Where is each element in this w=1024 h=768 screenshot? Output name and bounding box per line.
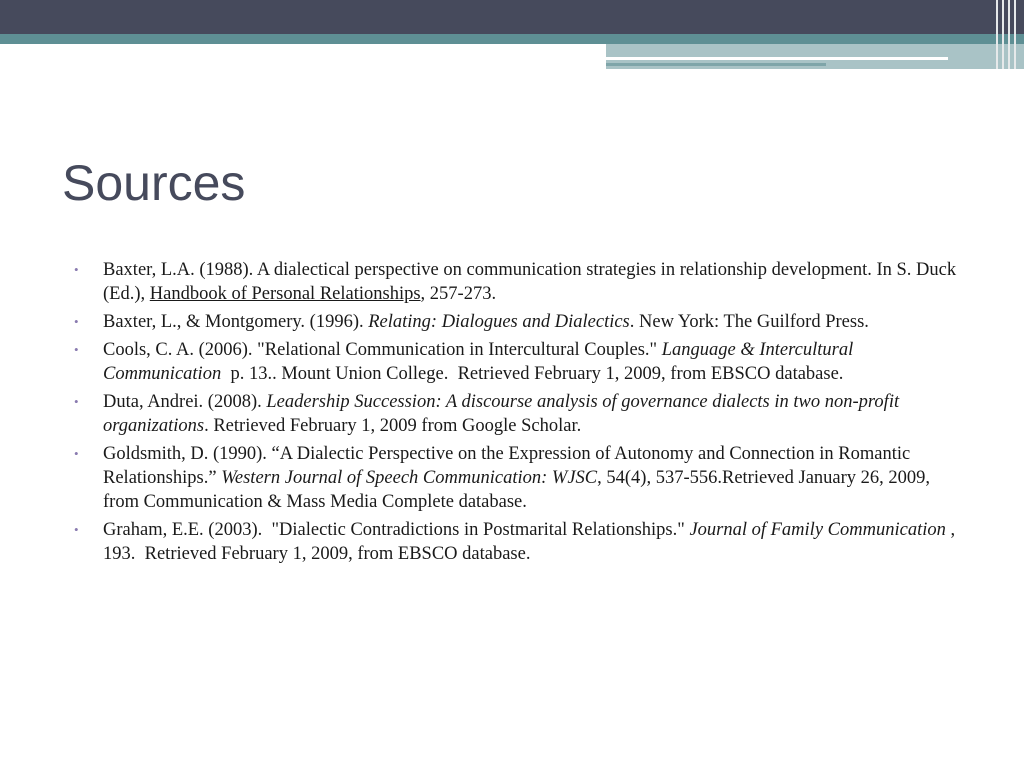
bullet-icon: • <box>74 262 79 277</box>
reference-item <box>74 338 964 386</box>
header-teal-stripe <box>0 34 1024 44</box>
header-white-gap <box>0 44 606 50</box>
reference-text: Baxter, L.A. (1988). A dialectical perspective on communication strategies in relationship development. In S. Duck (Ed.), <box>103 260 957 304</box>
header-vertical-line <box>996 0 998 69</box>
bullet-icon: • <box>74 446 79 461</box>
reference-item <box>74 442 964 514</box>
bullet-icon: • <box>74 314 79 329</box>
reference-text: . Retrieved February 1, 2009 from Google Scholar. <box>204 416 582 436</box>
bullet-icon: • <box>74 394 79 409</box>
header-right-white-line <box>606 57 948 60</box>
header-vertical-line <box>1014 0 1016 69</box>
reference-item <box>74 390 964 438</box>
reference-work-title: Language & Intercultural Communication <box>103 340 854 384</box>
bullet-icon: • <box>74 522 79 537</box>
reference-text: , 193. Retrieved February 1, 2009, from EBSCO database. <box>103 520 960 564</box>
header-dark-band <box>0 0 1024 34</box>
reference-work-title: Relating: Dialogues and Dialectics <box>368 312 630 332</box>
reference-item <box>74 258 964 306</box>
reference-book-title: Handbook of Personal Relationships <box>149 284 421 304</box>
reference-text: Cools, C. A. (2006). "Relational Communication in Intercultural Couples." <box>103 340 662 360</box>
reference-text: p. 13.. Mount Union College. Retrieved February 1, 2009, from EBSCO database. <box>221 364 844 384</box>
reference-list <box>74 258 964 570</box>
reference-work-title: Leadership Succession: A discourse analysis of governance dialects in two non-profit organizations <box>103 392 900 436</box>
reference-item <box>74 310 964 334</box>
reference-text: Graham, E.E. (2003). "Dialectic Contradictions in Postmarital Relationships." <box>103 520 690 540</box>
reference-text: , 54(4), 537-556.Retrieved January 26, 2009, from Communication & Mass Media Complete database. <box>103 468 931 512</box>
reference-text: . New York: The Guilford Press. <box>629 312 869 332</box>
reference-text: , 257-273. <box>420 284 497 304</box>
reference-work-title: Western Journal of Speech Communication: WJSC <box>221 468 598 488</box>
reference-text: Baxter, L., & Montgomery. (1996). <box>103 312 369 332</box>
reference-item <box>74 518 964 566</box>
reference-work-title: Journal of Family Communication <box>689 520 946 540</box>
header-vertical-line <box>1008 0 1010 69</box>
bullet-icon: • <box>74 342 79 357</box>
slide-title: Sources <box>62 155 246 211</box>
reference-text: Duta, Andrei. (2008). <box>103 392 267 412</box>
reference-text: Goldsmith, D. (1990). “A Dialectic Perspective on the Expression of Autonomy and Connection in Romantic Relationships.” <box>103 444 911 488</box>
header-right-teal-line <box>606 63 826 66</box>
header-vertical-line <box>1002 0 1004 69</box>
